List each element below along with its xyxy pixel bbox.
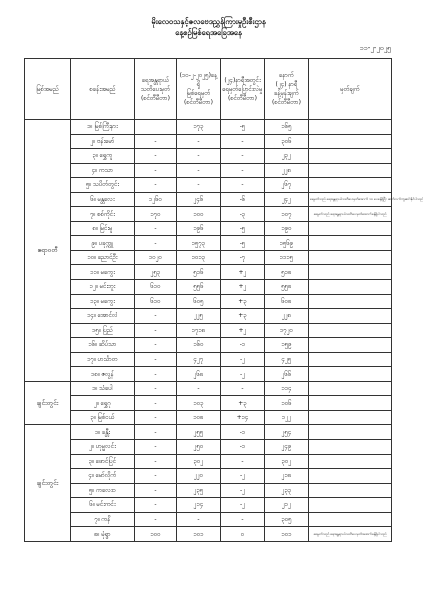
danger-level: - — [135, 236, 177, 251]
danger-level: - — [135, 498, 177, 513]
table-row — [25, 338, 392, 353]
station-name: ၃။ မြစ်ငယ် — [71, 410, 135, 425]
danger-level: - — [135, 134, 177, 149]
previous-level: ၁၉၆ — [177, 221, 221, 236]
danger-level: - — [135, 149, 177, 164]
station-name: ၂။ ဟုမ္မလင်း — [71, 440, 135, 455]
forecast-level: ၂၃၃ — [265, 483, 309, 498]
table-row — [25, 396, 392, 411]
col-header-river: မြစ်အမည် — [25, 59, 71, 120]
table-row — [25, 250, 392, 265]
remark — [309, 120, 392, 135]
remark — [309, 280, 392, 295]
station-name: ၆။ မင်းကင်း — [71, 498, 135, 513]
forecast-level: ၃၀၆ — [265, 134, 309, 149]
danger-level: ၁၂၆၀ — [135, 192, 177, 207]
level-change: - — [221, 163, 265, 178]
remark — [309, 425, 392, 440]
danger-level: - — [135, 425, 177, 440]
level-change: +၃ — [221, 309, 265, 324]
header-line-2: နေ့စဉ်မြစ်ရေအခြေအနေ — [175, 28, 242, 37]
previous-level: ၄၂၇ — [177, 352, 221, 367]
station-name: ၁၆။ ဆိပ်သာ — [71, 338, 135, 353]
station-name: ၁၅။ ပြည် — [71, 323, 135, 338]
remark — [309, 396, 392, 411]
station-name: ၇။ စစ်ကိုင်း — [71, 207, 135, 222]
level-change: +၃ — [221, 294, 265, 309]
danger-level: - — [135, 512, 177, 527]
forecast-level: ၂၂၈ — [265, 309, 309, 324]
previous-level: ၁၀၁ — [177, 527, 221, 542]
remark — [309, 512, 392, 527]
remark — [309, 367, 392, 382]
station-name: ၄။ ကသာ — [71, 163, 135, 178]
station-name: ၁၇။ ဟင်္သာတ — [71, 352, 135, 367]
previous-level: ၁၇၁၈ — [177, 323, 221, 338]
danger-level: ၆၁၀ — [135, 294, 177, 309]
station-name: ၇။ ကနိ — [71, 512, 135, 527]
station-name: ၅။ သပိတ်တွင်း — [71, 178, 135, 193]
remark — [309, 440, 392, 455]
previous-level: ၂၅၀ — [177, 440, 221, 455]
forecast-level: ၂၃၂ — [265, 149, 309, 164]
previous-level: ၁၀၀ — [177, 207, 221, 222]
level-change: -၂ — [221, 367, 265, 382]
level-change: - — [221, 134, 265, 149]
table-row — [25, 512, 392, 527]
table-row — [25, 454, 392, 469]
remark — [309, 381, 392, 396]
remark — [309, 454, 392, 469]
forecast-level: ၄၂၅ — [265, 352, 309, 367]
station-name: ၁။ မြစ်ကြီးနား — [71, 120, 135, 135]
level-change: -၂ — [221, 483, 265, 498]
station-name: ၆။ မန္တလေး — [71, 192, 135, 207]
table-row — [25, 498, 392, 513]
forecast-level: ၁၅၆၉ — [265, 236, 309, 251]
remark — [309, 323, 392, 338]
remark — [309, 338, 392, 353]
station-name: ၂။ ဗန်းမော် — [71, 134, 135, 149]
danger-level: - — [135, 309, 177, 324]
level-change: -၁ — [221, 338, 265, 353]
header-line-1: မိုးလေဝသနှင့်ဇလဗေဒညွှန်ကြားမှုဦးစီးဌာန — [151, 17, 266, 26]
table-row — [25, 134, 392, 149]
table-row — [25, 367, 392, 382]
level-change: -၁ — [221, 425, 265, 440]
previous-level: - — [177, 512, 221, 527]
danger-level: - — [135, 469, 177, 484]
table-row — [25, 527, 392, 542]
table-row — [25, 440, 392, 455]
previous-level: ၂၂၀ — [177, 469, 221, 484]
remark — [309, 178, 392, 193]
danger-level: - — [135, 410, 177, 425]
table-body — [25, 120, 423, 542]
table-row — [25, 280, 392, 295]
forecast-level: ၆၀၈ — [265, 294, 309, 309]
danger-level: ၁၀၂၀ — [135, 250, 177, 265]
forecast-level: ၁၇၂၀ — [265, 323, 309, 338]
previous-level: ၅၅၆ — [177, 280, 221, 295]
col-header-prev: (၁၀-၂-၂၀၂၅)နေ့ရှိ မြစ်ရေမှတ် (စင်တီမီတာ) — [177, 59, 221, 120]
forecast-level: ၁၀၇ — [265, 207, 309, 222]
table-row — [25, 192, 392, 207]
table-header-row — [25, 59, 392, 120]
danger-level: - — [135, 178, 177, 193]
table-row — [25, 352, 392, 367]
table-row — [25, 163, 392, 178]
remark — [309, 469, 392, 484]
remark — [309, 163, 392, 178]
danger-level: - — [135, 396, 177, 411]
table-row — [25, 323, 392, 338]
remark — [309, 149, 392, 164]
station-name: ၁၈။ ဇလွန် — [71, 367, 135, 382]
forecast-level: ၂၄၉ — [265, 440, 309, 455]
remark: ရေမှတ်သည် ရေအန္တရာယ်သတိပေးမှတ်အောက် ၁၀ ပေခန့်ရှိပြီး ဆက်လက်ကျဆင်းနိုင်ပါသည် — [309, 192, 392, 207]
table-row — [25, 381, 392, 396]
level-change: +၁၄ — [221, 410, 265, 425]
danger-level: - — [135, 483, 177, 498]
forecast-level: ၂၆၇ — [265, 178, 309, 193]
danger-level: ၁၇၀ — [135, 207, 177, 222]
report-date: ၁၁-၂-၂၀၂၅ — [359, 44, 391, 52]
danger-level: - — [135, 454, 177, 469]
remark — [309, 265, 392, 280]
level-change: -၂ — [221, 498, 265, 513]
level-change: -၂ — [221, 469, 265, 484]
table-row — [25, 469, 392, 484]
remark: ရေမှတ်သည် ရေအန္တရာယ်သတိပေးမှတ်အထက်ခန့်ရှိပါသည် — [309, 527, 392, 542]
forecast-level: ၂၁၂ — [265, 498, 309, 513]
table-row — [25, 425, 392, 440]
remark — [309, 221, 392, 236]
level-change: - — [221, 512, 265, 527]
forecast-level: ၁၆၅ — [265, 120, 309, 135]
forecast-level: ၁၉၀ — [265, 221, 309, 236]
forecast-level: ၁၀၁ — [265, 527, 309, 542]
table-row — [25, 410, 392, 425]
station-name: ၁၂။ မင်းဘူး — [71, 280, 135, 295]
previous-level: ၆၀၅ — [177, 294, 221, 309]
remark — [309, 498, 392, 513]
forecast-level: ၁၀၆ — [265, 396, 309, 411]
col-header-danger: ရေအန္တရာယ် သတိပေးမှတ် (စင်တီမီတာ) — [135, 59, 177, 120]
previous-level: - — [177, 149, 221, 164]
station-name: ၉။ ပခုက္ကူ — [71, 236, 135, 251]
previous-level: ၂၃၅ — [177, 483, 221, 498]
previous-level: ၂၅၅ — [177, 425, 221, 440]
col-header-change: (၂၄)နာရီအတွင်း ရေမှတ်ပြောင်းလဲမှု (စင်တီမီတာ) — [221, 59, 265, 120]
station-name: ၅။ ကလေးဝ — [71, 483, 135, 498]
table-row — [25, 294, 392, 309]
col-header-station: စခန်းအမည် — [71, 59, 135, 120]
danger-level: - — [135, 367, 177, 382]
level-change: - — [221, 454, 265, 469]
col-header-remarks: မှတ်ချက် — [309, 59, 392, 120]
table-row — [25, 265, 392, 280]
remark — [309, 352, 392, 367]
station-name: ၂။ ရွှေဂု — [71, 396, 135, 411]
station-name: ၈။ မုံရွာ — [71, 527, 135, 542]
level-change: +၂ — [221, 323, 265, 338]
level-change: - — [221, 149, 265, 164]
station-name: ၈။ မြင်းမူ — [71, 221, 135, 236]
table-row — [25, 309, 392, 324]
previous-level: ၅၁၆ — [177, 265, 221, 280]
forecast-level: ၁၁၄ — [265, 381, 309, 396]
document-header — [0, 16, 417, 38]
forecast-level: ၃၀၂ — [265, 454, 309, 469]
danger-level: - — [135, 440, 177, 455]
river-name: ချင်းတွင်း — [25, 381, 71, 425]
danger-level: - — [135, 323, 177, 338]
danger-level: - — [135, 381, 177, 396]
previous-level: - — [177, 178, 221, 193]
danger-level: ၆၁၀ — [135, 280, 177, 295]
level-change: +၂ — [221, 265, 265, 280]
forecast-level: ၁၅၉ — [265, 338, 309, 353]
table-row — [25, 207, 392, 222]
table-row — [25, 236, 392, 251]
station-name: ၁၄။ အောင်လံ — [71, 309, 135, 324]
previous-level: ၁၀၈ — [177, 410, 221, 425]
previous-level: ၁၀၃ — [177, 396, 221, 411]
previous-level: ၁၅၇၃ — [177, 236, 221, 251]
previous-level: - — [177, 163, 221, 178]
level-change: -၆ — [221, 192, 265, 207]
remark — [309, 483, 392, 498]
previous-level: ၂၁၄ — [177, 498, 221, 513]
forecast-level: ၁၁၁၅ — [265, 250, 309, 265]
station-name: ၁၁။ မကွေး — [71, 265, 135, 280]
col-header-forecast: နောက် (၂၄) နာရီ ခန့်မှန်းချက် (စင်တီမီတာ) — [265, 59, 309, 120]
remark — [309, 134, 392, 149]
remark — [309, 410, 392, 425]
remark — [309, 309, 392, 324]
river-name: ချင်းတွင်း — [25, 425, 71, 541]
forecast-level: ၅၅၈ — [265, 280, 309, 295]
level-change: +၂ — [221, 280, 265, 295]
danger-level: ၁၀၀ — [135, 527, 177, 542]
level-change: -၅ — [221, 221, 265, 236]
danger-level: ၂၅၃ — [135, 265, 177, 280]
station-name: ၁။ သံပေါ — [71, 381, 135, 396]
level-change: -၂ — [221, 352, 265, 367]
danger-level: - — [135, 338, 177, 353]
danger-level: - — [135, 221, 177, 236]
forecast-level: ၂၆၆ — [265, 367, 309, 382]
level-change: - — [221, 178, 265, 193]
level-change: -၅ — [221, 236, 265, 251]
remark — [309, 294, 392, 309]
station-name: ၁။ ခန္တီး — [71, 425, 135, 440]
table-row — [25, 221, 392, 236]
forecast-level: ၂၅၄ — [265, 425, 309, 440]
previous-level: ၁၀၁၃ — [177, 250, 221, 265]
forecast-level: ၂၁၈ — [265, 469, 309, 484]
previous-level: ၁၆၀ — [177, 338, 221, 353]
remark — [309, 236, 392, 251]
forecast-level: ၅၁၈ — [265, 265, 309, 280]
level-change: ၀ — [221, 527, 265, 542]
river-name: ဧရာဝတီ — [25, 120, 71, 382]
level-change: - — [221, 381, 265, 396]
forecast-level: ၂၂၈ — [265, 163, 309, 178]
level-change: -၁ — [221, 440, 265, 455]
station-name: ၃။ ရွှေကူ — [71, 149, 135, 164]
danger-level — [135, 120, 177, 135]
level-change: -၅ — [221, 120, 265, 135]
previous-level: ၃၀၂ — [177, 454, 221, 469]
previous-level: ၂၆၈ — [177, 367, 221, 382]
table-row — [25, 178, 392, 193]
level-change: +၃ — [221, 396, 265, 411]
danger-level: - — [135, 163, 177, 178]
previous-level: ၁၇၃ — [177, 120, 221, 135]
station-name: ၁၀။ ညောင်ဦး — [71, 250, 135, 265]
table-row — [25, 149, 392, 164]
river-level-table — [24, 58, 423, 542]
forecast-level: ၃၀၅ — [265, 512, 309, 527]
forecast-level: ၂၄၂ — [265, 192, 309, 207]
table-row — [25, 120, 392, 135]
level-change: -၃ — [221, 207, 265, 222]
station-name: ၃။ ဖောင်ပြင် — [71, 454, 135, 469]
danger-level: - — [135, 352, 177, 367]
previous-level: ၂၄၆ — [177, 192, 221, 207]
previous-level: ၂၂၅ — [177, 309, 221, 324]
remark: ရေမှတ်သည် ရေအန္တရာယ်သတိပေးမှတ်အောက်ခန့်ရှိပါသည် — [309, 207, 392, 222]
station-name: ၁၃။ မကွေး — [71, 294, 135, 309]
previous-level: - — [177, 381, 221, 396]
station-name: ၄။ မော်လိုက် — [71, 469, 135, 484]
level-change: -၇ — [221, 250, 265, 265]
remark — [309, 250, 392, 265]
forecast-level: ၁၂၂ — [265, 410, 309, 425]
previous-level: - — [177, 134, 221, 149]
table-row — [25, 483, 392, 498]
